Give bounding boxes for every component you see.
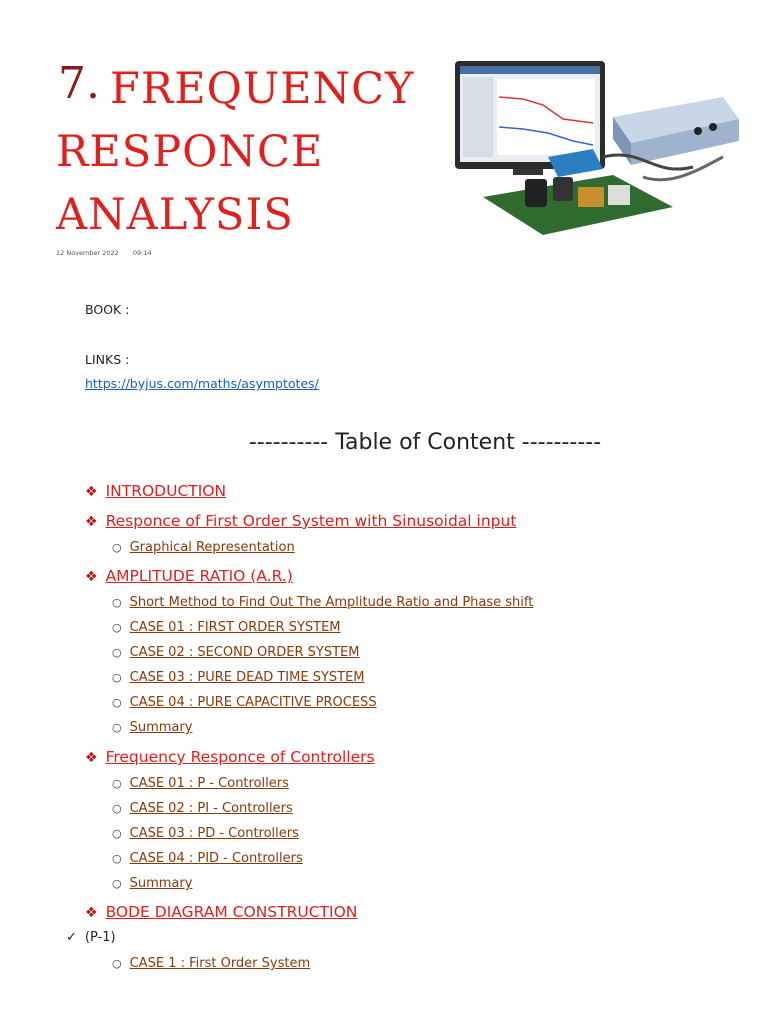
time: 09:14 — [132, 249, 152, 257]
toc-item-label[interactable]: CASE 1 : First Order System — [129, 956, 311, 971]
toc-item-label[interactable]: Summary — [129, 720, 193, 735]
toc-item-label[interactable]: BODE DIAGRAM CONSTRUCTION — [105, 903, 358, 921]
toc-item-label[interactable]: CASE 04 : PID - Controllers — [129, 851, 303, 866]
toc-item[interactable] — [112, 540, 295, 555]
toc-item-label[interactable]: Graphical Representation — [129, 540, 295, 555]
toc-item[interactable] — [112, 720, 192, 735]
diamond-bullet-icon: ❖ — [85, 569, 98, 585]
title-line-1: FREQUENCY — [110, 64, 415, 114]
diamond-bullet-icon: ❖ — [85, 514, 98, 530]
toc-item[interactable] — [112, 595, 533, 610]
toc-item-label[interactable]: INTRODUCTION — [105, 482, 227, 500]
toc-item-label[interactable]: CASE 03 : PURE DEAD TIME SYSTEM — [129, 670, 365, 685]
toc-item[interactable] — [112, 851, 303, 866]
reference-link[interactable]: https://byjus.com/maths/asymptotes/ — [85, 376, 319, 391]
toc-item[interactable] — [85, 567, 293, 585]
toc-item-label[interactable]: CASE 04 : PURE CAPACITIVE PROCESS — [129, 695, 377, 710]
circle-bullet-icon: ○ — [112, 671, 122, 684]
toc-item-label[interactable]: Responce of First Order System with Sinusoidal input — [105, 512, 517, 530]
title-line-3: ANALYSIS — [56, 190, 294, 240]
circle-bullet-icon: ○ — [112, 646, 122, 659]
circle-bullet-icon: ○ — [112, 802, 122, 815]
circle-bullet-icon: ○ — [112, 541, 122, 554]
circle-bullet-icon: ○ — [112, 721, 122, 734]
title-line-2: RESPONCE — [56, 127, 324, 177]
toc-item-label[interactable]: AMPLITUDE RATIO (A.R.) — [105, 567, 293, 585]
circle-bullet-icon: ○ — [112, 957, 122, 970]
circle-bullet-icon: ○ — [112, 827, 122, 840]
timestamp — [56, 249, 164, 257]
diamond-bullet-icon: ❖ — [85, 750, 98, 766]
toc-item[interactable] — [85, 748, 375, 766]
toc-heading: ---------- Table of Content ---------- — [248, 430, 602, 455]
toc-item-label[interactable]: CASE 01 : P - Controllers — [129, 776, 289, 791]
checkmark-icon: ✓ — [66, 930, 77, 945]
toc-item-label[interactable]: CASE 01 : FIRST ORDER SYSTEM — [129, 620, 341, 635]
title-text — [56, 58, 414, 247]
circle-bullet-icon: ○ — [112, 596, 122, 609]
toc-item[interactable] — [112, 826, 299, 841]
toc-item[interactable] — [112, 776, 289, 791]
toc-item[interactable] — [85, 512, 516, 530]
equipment-image — [453, 57, 739, 239]
date: 12 November 2022 — [56, 249, 119, 257]
toc-item-label[interactable]: Frequency Responce of Controllers — [105, 748, 375, 766]
toc-item[interactable] — [85, 482, 226, 500]
circle-bullet-icon: ○ — [112, 621, 122, 634]
section-number: 7. — [58, 58, 100, 109]
circle-bullet-icon: ○ — [112, 877, 122, 890]
toc-item[interactable] — [112, 956, 310, 971]
toc-item-label[interactable]: CASE 02 : SECOND ORDER SYSTEM — [129, 645, 360, 660]
toc-item-label: (P-1) — [84, 930, 116, 945]
toc-item[interactable] — [112, 645, 359, 660]
toc-item-label[interactable]: Summary — [129, 876, 193, 891]
toc-item-label[interactable]: CASE 02 : PI - Controllers — [129, 801, 293, 816]
toc-item[interactable] — [112, 876, 192, 891]
diamond-bullet-icon: ❖ — [85, 905, 98, 921]
toc-item[interactable] — [112, 620, 341, 635]
toc-item-label[interactable]: CASE 03 : PD - Controllers — [129, 826, 299, 841]
circle-bullet-icon: ○ — [112, 852, 122, 865]
circle-bullet-icon: ○ — [112, 777, 122, 790]
circle-bullet-icon: ○ — [112, 696, 122, 709]
toc-item — [66, 930, 116, 945]
toc-item-label[interactable]: Short Method to Find Out The Amplitude Ratio and Phase shift — [129, 595, 534, 610]
toc-item[interactable] — [112, 670, 365, 685]
toc-item[interactable] — [112, 801, 293, 816]
toc-item[interactable] — [112, 695, 377, 710]
links-label: LINKS : — [85, 352, 130, 367]
book-label: BOOK : — [85, 302, 130, 317]
diamond-bullet-icon: ❖ — [85, 484, 98, 500]
toc-item[interactable] — [85, 903, 357, 921]
